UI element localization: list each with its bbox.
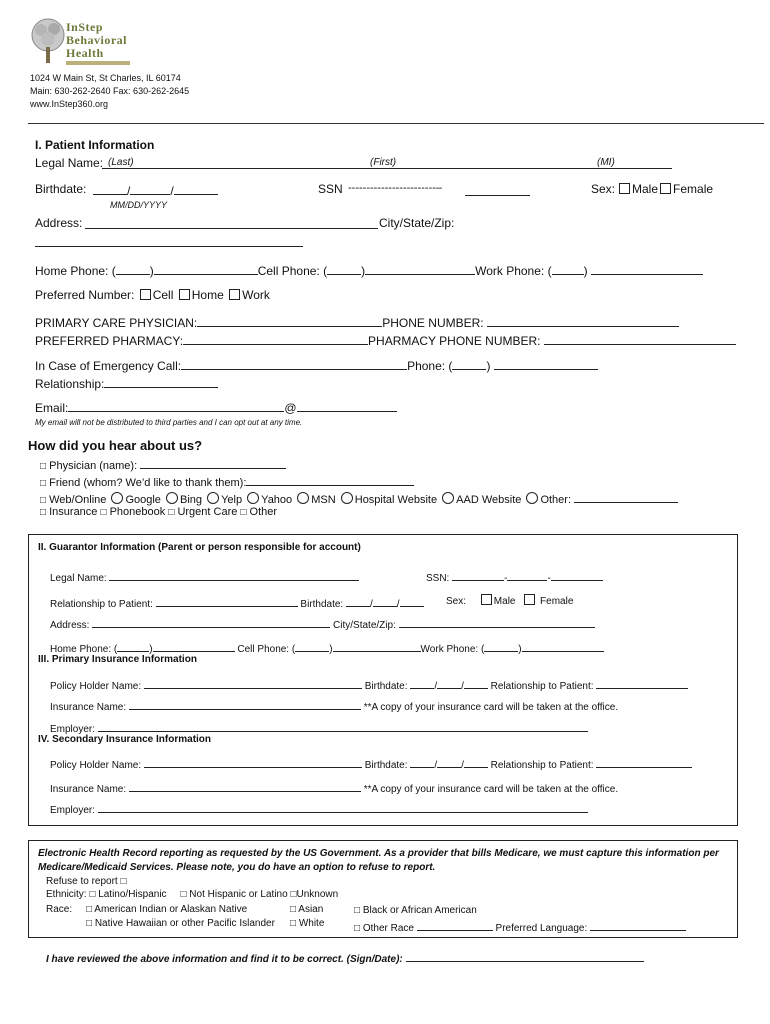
g-work-field[interactable]	[522, 639, 604, 652]
clinic-address: 1024 W Main St, St Charles, IL 60174	[30, 73, 181, 83]
other-race-label: Other Race	[362, 923, 414, 934]
ssn-dashes: ------------------------–	[348, 182, 443, 194]
physician-name-field[interactable]	[140, 456, 286, 469]
relationship-field[interactable]	[104, 375, 218, 388]
g-ssn-2[interactable]	[507, 568, 547, 581]
birthdate-label: Birthdate:	[35, 182, 87, 196]
s-birth-mm[interactable]	[410, 755, 434, 768]
first-name-hint: (First)	[370, 157, 397, 168]
black-label: Black or African American	[362, 905, 477, 916]
web-online-label: Web/Online	[49, 494, 107, 506]
header-divider	[28, 123, 764, 124]
p-holder-label: Policy Holder Name:	[50, 681, 142, 692]
emergency-phone-area[interactable]	[452, 357, 486, 370]
g-cell-phone-label: Cell Phone: (	[237, 644, 296, 655]
g-home-phone-label: Home Phone: (	[50, 644, 118, 655]
guarantor-section-title: II. Guarantor Information (Parent or person responsible for account)	[38, 542, 361, 553]
other2-label: Other	[249, 506, 278, 518]
ssn-field[interactable]	[465, 195, 530, 196]
g-birth-mm[interactable]	[346, 594, 370, 607]
s-birthdate-label: Birthdate:	[364, 760, 408, 771]
s-ins-name-label: Insurance Name:	[50, 784, 127, 795]
p-birth-yyyy[interactable]	[464, 676, 488, 689]
pharmacy-field[interactable]	[183, 332, 368, 345]
g-birthdate-label: Birthdate:	[300, 599, 344, 610]
not-latino-label: Not Hispanic or Latino	[189, 889, 288, 900]
bing-radio[interactable]	[166, 492, 178, 504]
g-birth-yyyy[interactable]	[400, 594, 424, 607]
work-phone-area[interactable]	[552, 262, 584, 275]
p-employer-field[interactable]	[98, 719, 588, 732]
hawaiian-checkbox[interactable]: □	[86, 918, 93, 929]
clinic-phone: Main: 630-262-2640 Fax: 630-262-2645	[30, 86, 190, 96]
g-work-area[interactable]	[484, 639, 518, 652]
s-card-note: **A copy of your insurance card will be taken at the office.	[363, 784, 619, 795]
hospital-radio[interactable]	[341, 492, 353, 504]
race-label: Race:	[46, 904, 73, 915]
email-note: My email will not be distributed to third parties and I can opt out at any time.	[35, 418, 303, 427]
unknown-checkbox[interactable]: □	[290, 889, 297, 900]
yelp-radio[interactable]	[207, 492, 219, 504]
sex-label: Sex:	[591, 182, 616, 196]
language-label: Preferred Language:	[495, 923, 588, 934]
cell-phone-label: Cell Phone: (	[257, 264, 328, 278]
p-birthdate-label: Birthdate:	[364, 681, 408, 692]
secondary-section-title: IV. Secondary Insurance Information	[38, 734, 212, 745]
s-birth-dd[interactable]	[437, 755, 461, 768]
preferred-number-label: Preferred Number:	[35, 288, 135, 302]
ethnicity-label: Ethnicity:	[46, 889, 87, 900]
unknown-label: Unknown	[296, 889, 339, 900]
legal-name-field[interactable]	[102, 168, 672, 169]
refuse-label: Refuse to report	[46, 876, 118, 887]
google-radio[interactable]	[111, 492, 123, 504]
g-city-field[interactable]	[399, 615, 595, 628]
asian-checkbox[interactable]: □	[290, 904, 297, 915]
other2-checkbox[interactable]: □	[240, 507, 247, 518]
msn-radio[interactable]	[297, 492, 309, 504]
pcp-label: PRIMARY CARE PHYSICIAN:	[35, 316, 198, 330]
last-name-hint: (Last)	[108, 157, 134, 168]
g-legal-name-field[interactable]	[109, 568, 359, 581]
asian-label: Asian	[298, 904, 324, 915]
pcp-phone-label: PHONE NUMBER:	[382, 316, 484, 330]
address-label: Address:	[35, 216, 83, 230]
physician-checkbox[interactable]: □	[40, 461, 47, 472]
female-checkbox[interactable]	[660, 183, 671, 194]
logo	[30, 17, 140, 69]
p-employer-label: Employer:	[50, 724, 96, 735]
black-checkbox[interactable]: □	[354, 905, 361, 916]
pref-cell-label: Cell	[152, 288, 174, 302]
work-phone-label: Work Phone: (	[475, 264, 552, 278]
p-relationship-label: Relationship to Patient:	[490, 681, 594, 692]
g-female-label: Female	[540, 596, 574, 607]
insurance-label: Insurance	[49, 506, 98, 518]
p-card-note: **A copy of your insurance card will be taken at the office.	[363, 702, 619, 713]
p-birth-mm[interactable]	[410, 676, 434, 689]
pref-work-checkbox[interactable]	[229, 289, 240, 300]
home-phone-label: Home Phone: (	[35, 264, 116, 278]
aad-label: AAD Website	[456, 494, 522, 506]
p-ins-name-label: Insurance Name:	[50, 702, 127, 713]
p-holder-field[interactable]	[144, 676, 362, 689]
g-female-checkbox[interactable]	[524, 594, 535, 605]
p-ins-name-field[interactable]	[129, 697, 361, 710]
legal-name-label: Legal Name:	[35, 156, 104, 170]
p-birth-dd[interactable]	[437, 676, 461, 689]
latino-label: Latino/Hispanic	[98, 889, 167, 900]
not-latino-checkbox[interactable]: □	[180, 889, 187, 900]
ehr-title-1: Electronic Health Record reporting as requested by the US Government. As a provider that bills Medicare, we must capture this information per	[38, 848, 719, 859]
pcp-phone-field[interactable]	[487, 314, 679, 327]
friend-label: Friend (whom? We’d like to thank them):	[49, 477, 247, 489]
g-work-phone-label: Work Phone: (	[420, 644, 485, 655]
g-address-label: Address:	[50, 620, 90, 631]
urgent-care-checkbox[interactable]: □	[168, 507, 175, 518]
p-relationship-field[interactable]	[596, 676, 688, 689]
friend-name-field[interactable]	[246, 473, 414, 486]
phonebook-checkbox[interactable]: □	[100, 507, 107, 518]
signature-label: I have reviewed the above information and find it to be correct. (Sign/Date):	[46, 954, 403, 965]
emergency-label: In Case of Emergency Call:	[35, 359, 182, 373]
birthdate-field[interactable]: / /	[93, 182, 218, 198]
emergency-phone-field[interactable]	[494, 357, 598, 370]
signature-field[interactable]	[406, 949, 644, 962]
primary-section-title: III. Primary Insurance Information	[38, 654, 197, 665]
yahoo-label: Yahoo	[261, 494, 293, 506]
patient-section-title: I. Patient Information	[35, 138, 155, 152]
hawaiian-label: Native Hawaiian or other Pacific Islander	[94, 918, 275, 929]
s-employer-label: Employer:	[50, 805, 96, 816]
phonebook-label: Phonebook	[109, 506, 166, 518]
pharmacy-phone-label: PHARMACY PHONE NUMBER:	[368, 334, 541, 348]
other-source-field[interactable]	[574, 490, 678, 503]
pharmacy-label: PREFERRED PHARMACY:	[35, 334, 184, 348]
home-phone-field[interactable]	[154, 262, 258, 275]
relationship-label: Relationship:	[35, 377, 105, 391]
other-race-checkbox[interactable]: □	[354, 923, 361, 934]
email-domain-field[interactable]	[297, 399, 397, 412]
g-cell-area[interactable]	[295, 639, 329, 652]
cell-phone-area[interactable]	[327, 262, 361, 275]
g-address-field[interactable]	[92, 615, 330, 628]
logo-line-3: Health	[66, 46, 104, 60]
s-ins-name-field[interactable]	[129, 779, 361, 792]
yahoo-radio[interactable]	[247, 492, 259, 504]
aad-radio[interactable]	[442, 492, 454, 504]
tree-logo-icon	[30, 17, 66, 65]
home-phone-area[interactable]	[116, 262, 150, 275]
pcp-field[interactable]	[197, 314, 382, 327]
city-state-zip-label: City/State/Zip:	[379, 216, 455, 230]
indian-label: American Indian or Alaskan Native	[94, 904, 248, 915]
g-home-field[interactable]	[153, 639, 235, 652]
logo-line-1: InStep	[66, 20, 104, 34]
refuse-checkbox[interactable]: □	[120, 876, 127, 887]
s-relationship-label: Relationship to Patient:	[490, 760, 594, 771]
hospital-label: Hospital Website	[354, 494, 438, 506]
emergency-phone-label: Phone: (	[407, 359, 453, 373]
bing-label: Bing	[180, 494, 203, 506]
ssn-label: SSN	[318, 182, 343, 196]
s-birth-yyyy[interactable]	[464, 755, 488, 768]
pref-cell-checkbox[interactable]	[140, 289, 151, 300]
other-race-field[interactable]	[417, 918, 493, 931]
g-male-label: Male	[493, 596, 516, 607]
emergency-contact-field[interactable]	[181, 357, 407, 370]
cell-phone-field[interactable]	[365, 262, 475, 275]
pref-home-checkbox[interactable]	[179, 289, 190, 300]
g-cell-field[interactable]	[333, 639, 421, 652]
mi-hint: (MI)	[597, 157, 615, 168]
language-field[interactable]	[590, 918, 686, 931]
female-label: Female	[673, 182, 714, 196]
date-format-hint: MM/DD/YYYY	[110, 200, 168, 210]
g-ssn-3[interactable]	[551, 568, 603, 581]
logo-line-2: Behavioral	[66, 33, 127, 47]
urgent-care-label: Urgent Care	[177, 506, 238, 518]
g-legal-name-label: Legal Name:	[50, 573, 107, 584]
clinic-website[interactable]: www.InStep360.org	[30, 99, 109, 109]
white-label: White	[298, 918, 325, 929]
friend-checkbox[interactable]: □	[40, 478, 47, 489]
latino-checkbox[interactable]: □	[89, 889, 96, 900]
pref-home-label: Home	[191, 288, 224, 302]
msn-label: MSN	[311, 494, 336, 506]
g-birth-dd[interactable]	[373, 594, 397, 607]
g-home-area[interactable]	[117, 639, 149, 652]
email-at: @	[284, 401, 297, 415]
g-city-label: City/State/Zip:	[333, 620, 396, 631]
g-ssn-label: SSN:	[426, 573, 450, 584]
ehr-title-2: Medicare/Medicaid Services. Please note, you do have an option to refuse to report.	[38, 862, 436, 873]
address-line-2-field[interactable]	[35, 246, 303, 247]
g-male-checkbox[interactable]	[481, 594, 492, 605]
s-employer-field[interactable]	[98, 800, 588, 813]
white-checkbox[interactable]: □	[290, 918, 297, 929]
work-phone-field[interactable]	[591, 262, 703, 275]
pharmacy-phone-field[interactable]	[544, 332, 736, 345]
g-relationship-field[interactable]	[156, 594, 298, 607]
web-online-checkbox[interactable]: □	[40, 495, 47, 506]
email-user-field[interactable]	[68, 399, 284, 412]
hear-section-title: How did you hear about us?	[28, 438, 203, 453]
other-label: Other:	[540, 494, 572, 506]
email-label: Email:	[35, 401, 69, 415]
pref-work-label: Work	[242, 288, 270, 302]
g-sex-label: Sex:	[446, 596, 467, 607]
yelp-label: Yelp	[221, 494, 243, 506]
g-ssn-1[interactable]	[452, 568, 504, 581]
g-relationship-label: Relationship to Patient:	[50, 599, 153, 610]
physician-label: Physician (name):	[49, 460, 138, 472]
other-radio[interactable]	[526, 492, 538, 504]
male-label: Male	[632, 182, 659, 196]
address-field[interactable]	[85, 228, 378, 229]
s-holder-label: Policy Holder Name:	[50, 760, 142, 771]
google-label: Google	[125, 494, 161, 506]
insurance-checkbox[interactable]: □	[40, 507, 47, 518]
s-relationship-field[interactable]	[596, 755, 692, 768]
male-checkbox[interactable]	[619, 183, 630, 194]
indian-checkbox[interactable]: □	[86, 904, 93, 915]
s-holder-field[interactable]	[144, 755, 362, 768]
